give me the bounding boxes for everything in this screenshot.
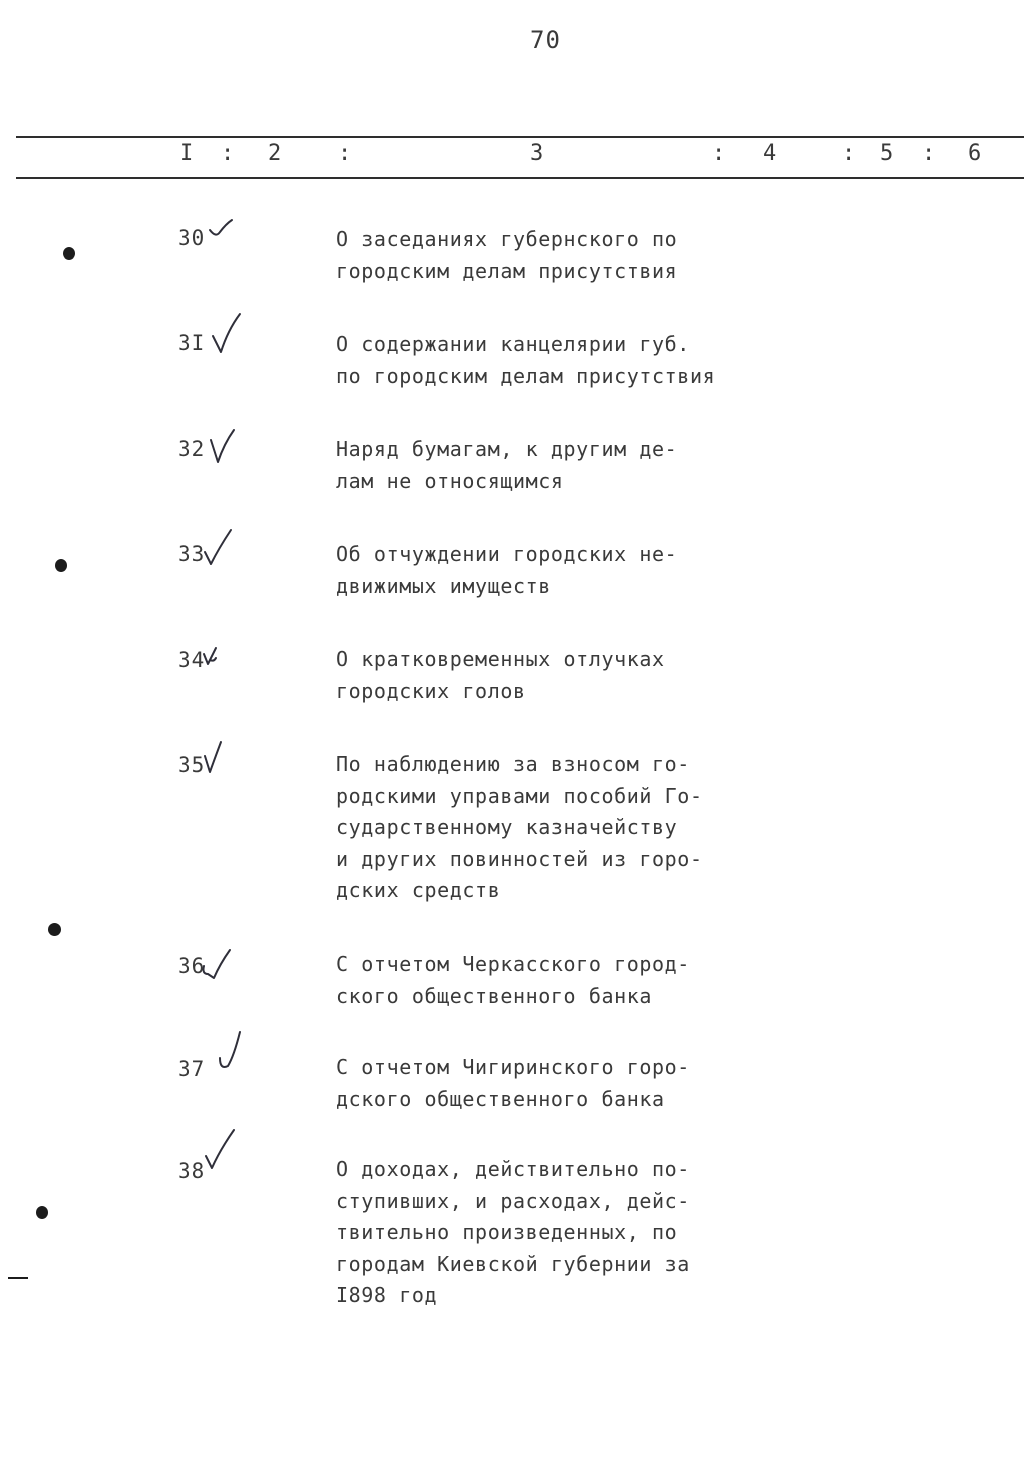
entry-text-line: городских голов xyxy=(336,678,526,703)
header-col-1: I xyxy=(180,141,194,166)
checkmark-icon xyxy=(202,640,236,684)
entry-number: 33 xyxy=(178,542,206,566)
entry-text-line: Наряд бумагам, к другим де- xyxy=(336,437,678,461)
entry-text-line: ступивших, и расходах, дейс- xyxy=(336,1188,690,1213)
header-separator: : xyxy=(922,141,936,166)
entry-text-line: городским делам присутствия xyxy=(336,258,678,283)
header-col-2: 2 xyxy=(268,141,282,166)
binding-hole-mark xyxy=(55,559,67,572)
checkmark-icon xyxy=(203,738,237,782)
entry-number: 37 xyxy=(178,1057,206,1081)
header-separator: : xyxy=(842,141,856,166)
entry-text-line: О кратковременных отлучках xyxy=(336,647,665,671)
margin-scan-mark xyxy=(8,1277,28,1279)
checkmark-icon xyxy=(203,526,237,570)
entry-text-line: ского общественного банка xyxy=(336,983,653,1008)
header-col-6: 6 xyxy=(968,141,982,166)
binding-hole-mark xyxy=(36,1206,48,1219)
checkmark-icon xyxy=(204,1128,238,1172)
entry-description xyxy=(336,644,756,707)
entry-text-line: родскими управами пособий Го- xyxy=(336,783,703,808)
header-separator: : xyxy=(338,141,352,166)
entry-number: 38 xyxy=(178,1159,206,1183)
entry-description xyxy=(336,749,756,907)
checkmark-icon xyxy=(214,1028,248,1072)
binding-hole-mark xyxy=(48,923,61,936)
entry-description xyxy=(336,1052,756,1115)
page-number: 70 xyxy=(530,26,561,54)
entry-text-line: и других повинностей из горо- xyxy=(336,846,703,871)
entry-text-line: С отчетом Черкасского город- xyxy=(336,952,690,976)
checkmark-icon xyxy=(200,944,234,988)
binding-hole-mark xyxy=(63,247,75,260)
entry-text-line: О заседаниях губернского по xyxy=(336,227,678,251)
entry-text-line: лам не относящимся xyxy=(336,468,564,493)
entry-text-line: дских средств xyxy=(336,878,501,902)
entry-text-line: I898 год xyxy=(336,1283,438,1307)
entry-description xyxy=(336,539,756,602)
entry-text-line: городам Киевской губернии за xyxy=(336,1251,690,1276)
entry-text-line: по городским делам присутствия xyxy=(336,363,716,388)
entry-text-line: О содержании канцелярии губ. xyxy=(336,332,690,356)
entry-description xyxy=(336,434,756,497)
checkmark-icon xyxy=(208,216,242,260)
entry-number: 30 xyxy=(178,226,206,250)
header-col-4: 4 xyxy=(763,141,777,166)
entry-number: 3I xyxy=(178,331,206,355)
entry-text-line: движимых имуществ xyxy=(336,573,551,598)
entry-text-line: С отчетом Чигиринского горо- xyxy=(336,1055,690,1079)
table-header xyxy=(0,141,1024,171)
entry-text-line: Об отчуждении городских не- xyxy=(336,542,678,566)
entry-description xyxy=(336,949,756,1012)
entry-description xyxy=(336,329,756,392)
checkmark-icon xyxy=(208,428,242,472)
header-col-3: 3 xyxy=(530,141,544,166)
header-separator: : xyxy=(221,141,235,166)
entry-text-line: сударственному казначейству xyxy=(336,815,678,839)
entry-description xyxy=(336,224,756,287)
entry-description xyxy=(336,1154,756,1312)
header-separator: : xyxy=(712,141,726,166)
entry-number: 32 xyxy=(178,437,206,461)
entry-text-line: О доходах, действительно по- xyxy=(336,1157,690,1181)
entry-number: 34 xyxy=(178,648,206,672)
header-col-5: 5 xyxy=(880,141,894,166)
entry-number: 35 xyxy=(178,753,206,777)
checkmark-icon xyxy=(210,310,244,354)
entry-number: 36 xyxy=(178,954,206,978)
entry-text-line: твительно произведенных, по xyxy=(336,1220,678,1244)
entry-text-line: По наблюдению за взносом го- xyxy=(336,752,690,776)
header-top-rule xyxy=(16,136,1024,138)
header-bottom-rule xyxy=(16,177,1024,179)
entry-text-line: дского общественного банка xyxy=(336,1086,665,1111)
